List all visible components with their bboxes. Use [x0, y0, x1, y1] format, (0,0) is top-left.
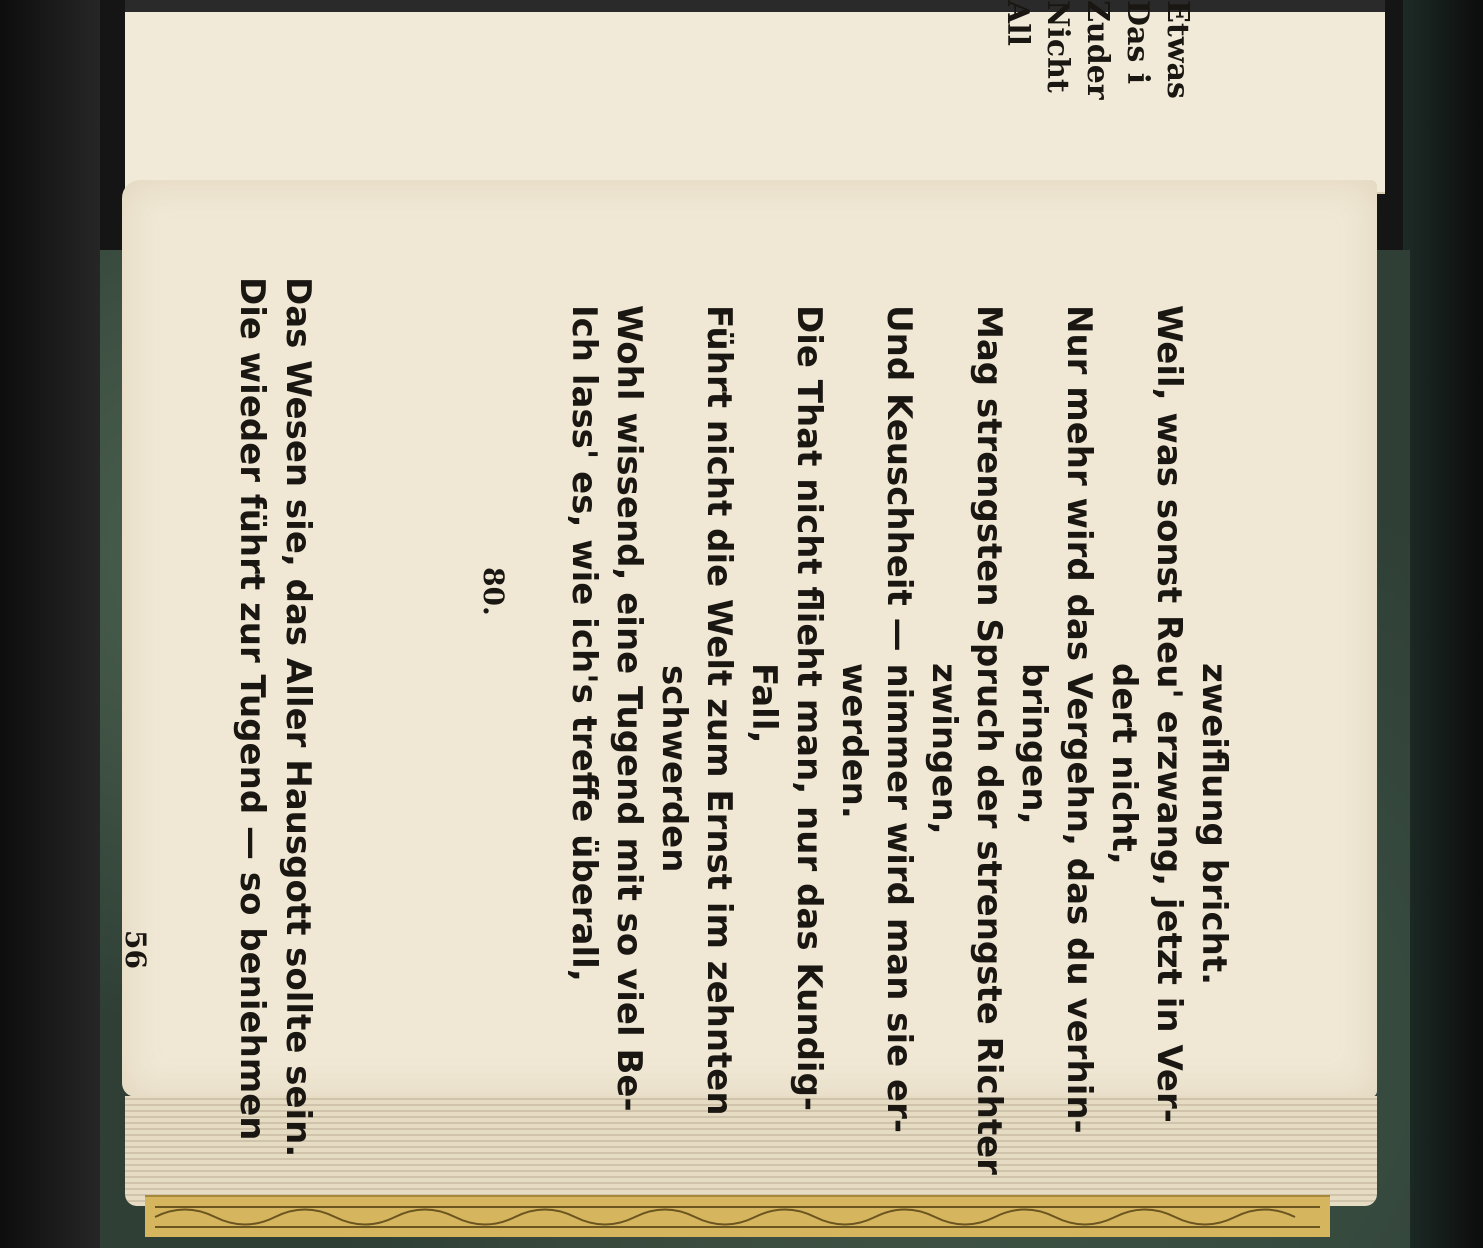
poem-line: zwingen, [924, 663, 964, 835]
poem-line: bringen, [1014, 663, 1054, 825]
poem-line: dert nicht, [1104, 663, 1144, 865]
poem-line: zweiflung bricht. [1194, 663, 1234, 985]
poem-line: werden. [834, 663, 874, 819]
text-line: Das Wesen sie, das Aller Hausgott sollte sein. [278, 277, 318, 1158]
poem-line: schwerden [654, 665, 694, 873]
facing-line: Nicht [1040, 0, 1075, 93]
poem-line: Weil, was sonst Reu' erzwang, jetzt in Ver- [1149, 305, 1189, 1123]
facing-page-shadow [125, 0, 1385, 12]
poem-line: Nur mehr wird das Vergehn, das du verhin- [1059, 305, 1099, 1134]
page-number: 56 [119, 930, 152, 969]
background-right [1403, 0, 1483, 1248]
text-line: Die wieder führt zur Tugend — so beniehmen [232, 277, 272, 1141]
poem-line: Und Keuschheit — nimmer wird man sie er- [879, 305, 919, 1133]
page-text [40, 135, 1234, 1175]
gilt-edge-ornament [145, 1195, 1330, 1237]
facing-line: Das i [1120, 0, 1155, 85]
facing-line: All [1000, 0, 1035, 47]
facing-line: Etwas [1160, 0, 1195, 99]
poem-line: Fall, [744, 663, 784, 744]
poem-line: Wohl wissend, eine Tugend mit so viel Be- [609, 305, 649, 1112]
ornament-pattern [145, 1197, 1330, 1237]
poem-line: Führt nicht die Welt zum Ernst im zehnten [699, 305, 739, 1116]
facing-line: Zuder [1080, 0, 1115, 100]
poem-line: Mag strengsten Spruch der strengste Richter [969, 305, 1009, 1175]
poem-line: Die That nicht flieht man, nur das Kundig- [789, 305, 829, 1112]
section-number: 80. [477, 567, 510, 616]
poem-line: Ich lass' es, wie ich's treffe überall, [564, 305, 604, 982]
